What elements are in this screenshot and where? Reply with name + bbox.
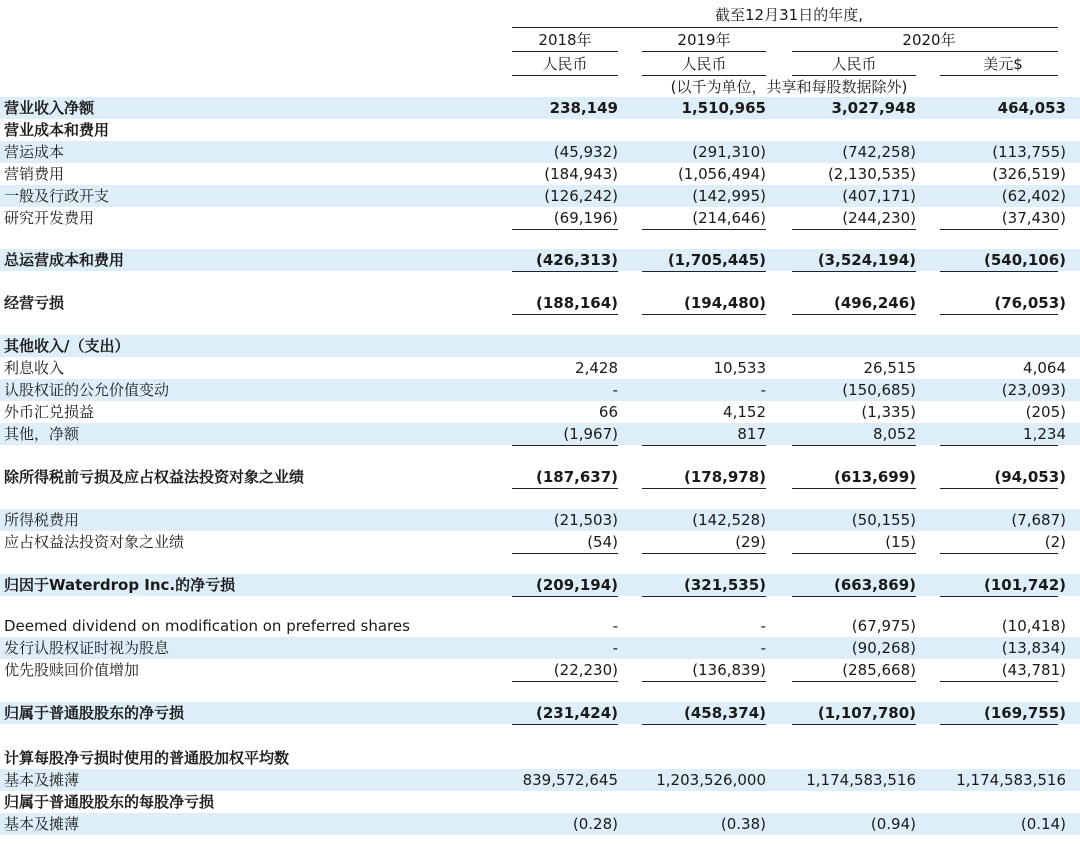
value-2019-rmb: (29) xyxy=(735,533,766,551)
unit-note: (以千为单位，共享和每股数据除外) xyxy=(670,78,908,96)
value-2020-usd: (101,742) xyxy=(983,576,1066,594)
column-rule xyxy=(642,314,766,315)
value-2020-rmb: (3,524,194) xyxy=(817,251,916,269)
value-2019-rmb: (0.38) xyxy=(720,815,766,833)
value-2020-rmb: (0.94) xyxy=(870,815,916,833)
currency-rule-2020-usd xyxy=(940,75,1058,76)
value-2018-rmb: (1,967) xyxy=(563,425,618,443)
period-heading: 截至12月31日的年度, xyxy=(715,6,863,24)
column-rule xyxy=(512,445,618,446)
value-2020-rmb: 3,027,948 xyxy=(831,99,916,117)
value-2019-rmb: - xyxy=(760,639,766,657)
column-rule xyxy=(792,229,916,230)
value-2020-rmb: (742,258) xyxy=(842,143,916,161)
table-row xyxy=(0,249,1080,271)
value-2019-rmb: (214,646) xyxy=(692,209,766,227)
value-2020-rmb: (244,230) xyxy=(842,209,916,227)
column-rule xyxy=(642,724,766,725)
row-label: 优先股赎回价值增加 xyxy=(4,661,140,679)
currency-2020-rmb: 人民币 xyxy=(831,55,877,73)
row-label: 归因于Waterdrop Inc.的净亏损 xyxy=(4,576,236,594)
value-2020-usd: (540,106) xyxy=(983,251,1066,269)
column-rule xyxy=(940,596,1058,597)
column-rule xyxy=(940,724,1058,725)
value-2019-rmb: (1,056,494) xyxy=(677,165,766,183)
row-label: 营业成本和费用 xyxy=(4,121,110,139)
column-rule xyxy=(940,681,1058,682)
column-rule xyxy=(642,488,766,489)
currency-rule-2020-rmb xyxy=(792,75,916,76)
column-rule xyxy=(940,553,1058,554)
value-2019-rmb: (142,995) xyxy=(692,187,766,205)
value-2019-rmb: (136,839) xyxy=(692,661,766,679)
value-2019-rmb: (458,374) xyxy=(683,704,766,722)
column-rule xyxy=(642,596,766,597)
year-rule-2019 xyxy=(642,51,766,52)
value-2020-usd: (326,519) xyxy=(992,165,1066,183)
currency-2020-usd: 美元$ xyxy=(983,55,1023,73)
value-2019-rmb: 817 xyxy=(737,425,766,443)
column-rule xyxy=(642,229,766,230)
row-label: 营销费用 xyxy=(4,165,65,183)
row-label: 营业收入净额 xyxy=(4,99,95,117)
column-rule xyxy=(792,681,916,682)
row-label: 总运营成本和费用 xyxy=(4,251,125,269)
column-rule xyxy=(512,488,618,489)
row-label: 归属于普通股股东的净亏损 xyxy=(4,704,185,722)
table-row xyxy=(0,791,1080,813)
value-2020-rmb: (90,268) xyxy=(851,639,916,657)
value-2018-rmb: 839,572,645 xyxy=(522,771,618,789)
value-2020-usd: (37,430) xyxy=(1001,209,1066,227)
row-label: 利息收入 xyxy=(4,359,65,377)
value-2018-rmb: (426,313) xyxy=(535,251,618,269)
column-rule xyxy=(642,681,766,682)
column-rule xyxy=(792,724,916,725)
column-rule xyxy=(940,229,1058,230)
value-2019-rmb: 4,152 xyxy=(723,403,766,421)
year-rule-2020 xyxy=(792,51,1058,52)
value-2020-rmb: (15) xyxy=(885,533,916,551)
value-2020-usd: 1,174,583,516 xyxy=(956,771,1066,789)
table-row xyxy=(0,185,1080,207)
value-2018-rmb: (126,242) xyxy=(544,187,618,205)
value-2020-usd: 464,053 xyxy=(997,99,1066,117)
row-label: 应占权益法投资对象之业绩 xyxy=(4,533,185,551)
table-row xyxy=(0,97,1080,119)
table-row xyxy=(0,401,1080,423)
table-row xyxy=(0,207,1080,229)
row-label: 归属于普通股股东的每股净亏损 xyxy=(4,793,215,811)
year-2020: 2020年 xyxy=(902,31,956,49)
table-row xyxy=(0,163,1080,185)
period-rule xyxy=(512,27,1058,28)
value-2018-rmb: (0.28) xyxy=(572,815,618,833)
value-2020-usd: (7,687) xyxy=(1011,511,1066,529)
row-label: 发行认股权证时视为股息 xyxy=(4,639,170,657)
table-row xyxy=(0,119,1080,141)
table-row xyxy=(0,637,1080,659)
value-2019-rmb: - xyxy=(760,617,766,635)
value-2019-rmb: (291,310) xyxy=(692,143,766,161)
column-rule xyxy=(512,596,618,597)
value-2018-rmb: - xyxy=(612,381,618,399)
year-2019: 2019年 xyxy=(677,31,731,49)
value-2020-rmb: (1,335) xyxy=(861,403,916,421)
value-2020-usd: 4,064 xyxy=(1023,359,1066,377)
column-rule xyxy=(940,271,1058,272)
value-2020-usd: (76,053) xyxy=(994,294,1066,312)
value-2019-rmb: 1,510,965 xyxy=(681,99,766,117)
table-row xyxy=(0,574,1080,596)
currency-rule-2019 xyxy=(642,75,766,76)
column-rule xyxy=(940,488,1058,489)
value-2018-rmb: (22,230) xyxy=(553,661,618,679)
column-rule xyxy=(792,314,916,315)
year-rule-2018 xyxy=(512,51,618,52)
table-row xyxy=(0,379,1080,401)
row-label: 其他收入/（支出） xyxy=(4,337,130,355)
column-rule xyxy=(512,681,618,682)
value-2018-rmb: (187,637) xyxy=(535,468,618,486)
value-2020-usd: 1,234 xyxy=(1023,425,1066,443)
value-2020-usd: (94,053) xyxy=(994,468,1066,486)
column-rule xyxy=(512,229,618,230)
value-2020-rmb: 1,174,583,516 xyxy=(806,771,916,789)
value-2020-rmb: (50,155) xyxy=(851,511,916,529)
year-2018: 2018年 xyxy=(538,31,592,49)
column-rule xyxy=(792,445,916,446)
row-label: 基本及摊薄 xyxy=(4,771,80,789)
value-2020-usd: (13,834) xyxy=(1001,639,1066,657)
column-rule xyxy=(792,271,916,272)
column-rule xyxy=(940,314,1058,315)
value-2018-rmb: - xyxy=(612,639,618,657)
value-2020-rmb: (150,685) xyxy=(842,381,916,399)
value-2018-rmb: (209,194) xyxy=(535,576,618,594)
value-2020-rmb: (663,869) xyxy=(833,576,916,594)
value-2018-rmb: (69,196) xyxy=(553,209,618,227)
value-2018-rmb: (188,164) xyxy=(535,294,618,312)
table-row xyxy=(0,615,1080,637)
table-row xyxy=(0,466,1080,488)
column-rule xyxy=(512,314,618,315)
value-2018-rmb: 238,149 xyxy=(549,99,618,117)
value-2020-usd: (113,755) xyxy=(992,143,1066,161)
table-row xyxy=(0,292,1080,314)
value-2020-usd: (43,781) xyxy=(1001,661,1066,679)
column-rule xyxy=(512,553,618,554)
row-label: Deemed dividend on modification on preferred shares xyxy=(4,617,410,635)
table-row xyxy=(0,747,1080,769)
table-row xyxy=(0,423,1080,445)
value-2019-rmb: (321,535) xyxy=(683,576,766,594)
value-2019-rmb: (1,705,445) xyxy=(667,251,766,269)
table-row xyxy=(0,335,1080,357)
value-2020-rmb: (67,975) xyxy=(851,617,916,635)
column-rule xyxy=(940,445,1058,446)
value-2019-rmb: (142,528) xyxy=(692,511,766,529)
value-2019-rmb: 1,203,526,000 xyxy=(656,771,766,789)
value-2020-usd: (62,402) xyxy=(1001,187,1066,205)
column-rule xyxy=(792,488,916,489)
value-2020-usd: (0.14) xyxy=(1020,815,1066,833)
value-2020-rmb: (2,130,535) xyxy=(827,165,916,183)
value-2020-usd: (23,093) xyxy=(1001,381,1066,399)
value-2020-usd: (169,755) xyxy=(983,704,1066,722)
column-rule xyxy=(642,445,766,446)
value-2018-rmb: (21,503) xyxy=(553,511,618,529)
row-label: 基本及摊薄 xyxy=(4,815,80,833)
value-2018-rmb: 2,428 xyxy=(575,359,618,377)
currency-2018: 人民币 xyxy=(542,55,588,73)
table-row xyxy=(0,531,1080,553)
row-label: 经营亏损 xyxy=(4,294,65,312)
table-row xyxy=(0,769,1080,791)
row-label: 除所得税前亏损及应占权益法投资对象之业绩 xyxy=(4,468,305,486)
value-2018-rmb: (231,424) xyxy=(535,704,618,722)
value-2020-usd: (205) xyxy=(1025,403,1066,421)
table-row xyxy=(0,659,1080,681)
table-row xyxy=(0,357,1080,379)
currency-2019: 人民币 xyxy=(681,55,727,73)
value-2020-usd: (10,418) xyxy=(1001,617,1066,635)
value-2019-rmb: (178,978) xyxy=(683,468,766,486)
row-label: 其他，净额 xyxy=(4,425,80,443)
value-2019-rmb: 10,533 xyxy=(713,359,766,377)
column-rule xyxy=(642,553,766,554)
row-label: 认股权证的公允价值变动 xyxy=(4,381,170,399)
row-label: 所得税费用 xyxy=(4,511,80,529)
value-2020-rmb: (1,107,780) xyxy=(817,704,916,722)
value-2018-rmb: (184,943) xyxy=(544,165,618,183)
value-2020-rmb: 8,052 xyxy=(873,425,916,443)
value-2018-rmb: 66 xyxy=(598,403,618,421)
value-2020-rmb: (496,246) xyxy=(833,294,916,312)
value-2020-rmb: 26,515 xyxy=(863,359,916,377)
value-2019-rmb: (194,480) xyxy=(683,294,766,312)
column-rule xyxy=(512,271,618,272)
value-2018-rmb: (45,932) xyxy=(553,143,618,161)
table-row xyxy=(0,509,1080,531)
value-2018-rmb: (54) xyxy=(587,533,618,551)
table-row xyxy=(0,813,1080,835)
row-label: 计算每股净亏损时使用的普通股加权平均数 xyxy=(4,749,290,767)
value-2020-rmb: (285,668) xyxy=(842,661,916,679)
row-label: 营运成本 xyxy=(4,143,65,161)
column-rule xyxy=(792,596,916,597)
value-2020-rmb: (407,171) xyxy=(842,187,916,205)
table-row xyxy=(0,702,1080,724)
value-2020-rmb: (613,699) xyxy=(833,468,916,486)
row-label: 一般及行政开支 xyxy=(4,187,110,205)
column-rule xyxy=(792,553,916,554)
row-label: 外币汇兑损益 xyxy=(4,403,95,421)
column-rule xyxy=(512,724,618,725)
column-rule xyxy=(642,271,766,272)
row-label: 研究开发费用 xyxy=(4,209,95,227)
value-2020-usd: (2) xyxy=(1044,533,1066,551)
table-row xyxy=(0,141,1080,163)
currency-rule-2018 xyxy=(512,75,618,76)
value-2018-rmb: - xyxy=(612,617,618,635)
value-2019-rmb: - xyxy=(760,381,766,399)
